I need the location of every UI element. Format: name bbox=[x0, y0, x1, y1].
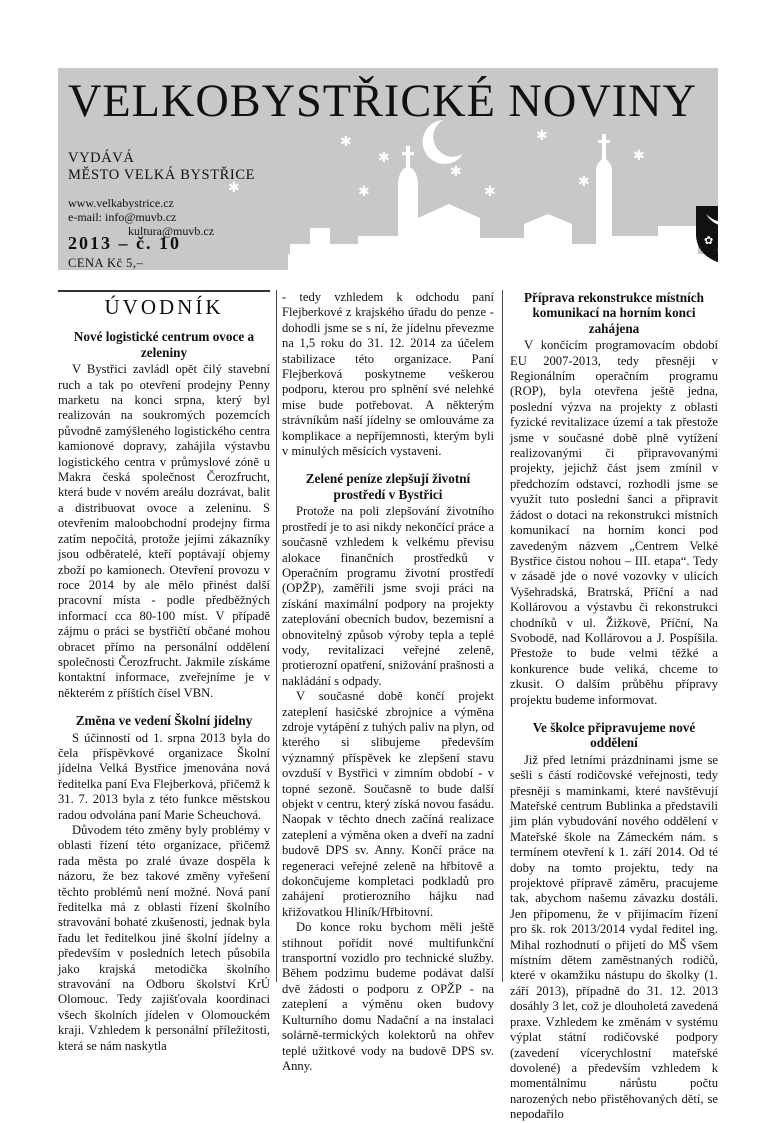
article-body-logistics: V Bystřici zavládl opět čilý stavební ruch a tak po otevření prodejny Penny marketu na konci srpna, který byl realizován na soukromých pozemcích původně zamýšleného logistického centra kamionové dopravy, zahájila výstavbu logistického centra v průmyslové zóně u Makra česká společnost Čerozfrucht, která bude v novém areálu dozrávat, balit a distribuovat ovoce a zeleninu. S otevřením maloobchodní prodejny firma zatím nepočítá, protože jejími zákazníky jsou odběratelé, kteří poptávají objemy zboží po kamionech. Otevření provozu v roce 2014 by ale mělo přinést další pracovní místa - podle předběžných informací cca 80-100 míst. V případě zájmu o práci se bystřičtí občané mohou obracet přímo na personální oddělení společnosti Čerozfrucht. Jakmile získáme kontaktní informace, zveřejníme je v některém z příštích čísel VBN. bbox=[58, 362, 270, 700]
article-title-roads: Příprava rekonstrukce místních komunikací na horním konci zahájena bbox=[524, 290, 704, 336]
article-continuation-canteen: - tedy vzhledem k odchodu paní Flejberkové z krajského úřadu do penze - dohodli jsme se s ní, že jídelnu převezme na 1,5 roku do 31. 12. 2014 za účelem stabilizace této organizace. Paní Flejberková poskytneme veškerou podporu, kterou pro splnění své nelehké mise bude potřebovat. A některým strávníkům naší jídelny se omlouváme za komplikace a nepříjemnosti, kterým byli v minulých měsících vystaveni. bbox=[282, 290, 494, 459]
section-title: ÚVODNÍK bbox=[104, 295, 224, 319]
publisher-block bbox=[68, 150, 255, 184]
article-paragraph-canteen-1: S účinností od 1. srpna 2013 byla do čela příspěvkové organizace Školní jídelna Velká Bystřice jmenována nová ředitelka paní Eva Flejberková, přičemž k 31. 7. 2013 byla z této funkce městskou radou odvolána paní Marie Scheuchová. bbox=[58, 730, 270, 822]
svg-text:✱: ✱ bbox=[484, 184, 496, 200]
svg-text:✱: ✱ bbox=[578, 174, 590, 190]
svg-text:✱: ✱ bbox=[378, 150, 390, 166]
column-2 bbox=[282, 290, 494, 1074]
article-title-kindergarten: Ve školce připravujeme nové oddělení bbox=[532, 719, 696, 751]
article-title-canteen: Změna ve vedení Školní jídelny bbox=[75, 713, 253, 729]
section-rule bbox=[58, 290, 270, 292]
publisher-name: MĚSTO VELKÁ BYSTŘICE bbox=[68, 167, 256, 183]
article-title-logistics: Nové logistické centrum ovoce a zeleniny bbox=[73, 329, 255, 360]
article-body-roads: V končícím programovacím období EU 2007-2013, tedy přesněji v Regionálním operačním programu (ROP), byla otevřena ještě jedna, poslední výzva na projekty z oblasti fyzické revitalizace území a tak přestože jsme v současné době plně vytížení realizovanými či připravovanými projekty, jejichž část jsem zmínil v předchozím odstavci, rozhodli jsme se využít tuto poslední šanci a připravit žádost o dotaci na rekonstrukci místních komunikací na horním konci pod zavedeným názvem „Centrem Velké Bystřice čistou nohou – III. etapa“. Tedy v zásadě jde o nové vozovky v ulicích Vyšehradská, Bratrská, Příční a nad Kollárovou a výstavbu či rekonstrukci chodníků v ul. Žižkově, Příční, Na Svobodě, nad Kollárovou a J. Pospíšila. Přestože to bude velmi těžké a konkurence bude veliká, chceme to zkusit. O dalším průběhu přípravy projektu budeme informovat. bbox=[510, 338, 718, 707]
svg-text:✱: ✱ bbox=[450, 164, 462, 180]
article-paragraph-green-2: V současné době končí projekt zateplení hasičské zbrojnice a výměna zdroje vytápění z tuhých paliv na plyn, od kterého si slibujeme především významný příspěvek ke zlepšení stavu ovzduší v Bystřici v zimním období - v topné sezoně. Současně to bude další objekt v centru, který získá novou fasádu. Naopak v těchto dnech začíná realizace zateplení a výměna oken a dveří na zadní budově DPS sv. Anny. Končí práce na regeneraci veřejné zeleně na hřbitově a dokončujeme kompletaci podkladů pro zahájení protierozního hájku nad křižovatkou Hliník/Hřbitovní. bbox=[282, 689, 494, 919]
issue-number: 2013 – č. 10 bbox=[68, 233, 181, 253]
svg-text:✱: ✱ bbox=[358, 184, 370, 200]
town-crest-logo: ✿ ✿ ✿ bbox=[694, 204, 718, 266]
contact-block bbox=[68, 196, 214, 238]
issue-price: CENA Kč 5,– bbox=[68, 256, 144, 270]
svg-text:✿: ✿ bbox=[704, 234, 714, 247]
article-paragraph-green-1: Protože na poli zlepšování životního prostředí je to asi nikdy nekončící práce a současně vzhledem k velkému převisu alokace finančních prostředků v Operačním programu životní prostředí (OPŽP), zaměřili jsme svoji práci na získání maximální podpory na projekty zateplování obecních budov, bezemisní a obnovitelný způsob výroby tepla a teplé vody, revitalizaci veřejné zeleně, protierozní opatření, snižování prašnosti a nakládání s odpady. bbox=[282, 504, 494, 688]
column-divider-1 bbox=[276, 290, 277, 982]
column-divider-2 bbox=[502, 290, 503, 982]
svg-text:✱: ✱ bbox=[340, 134, 352, 150]
email-kultura: kultura@muvb.cz bbox=[128, 224, 215, 238]
article-paragraph-green-3: Do konce roku bychom měli ještě stihnout pořídit nové multifunkční transportní vozidlo pro technické služby. Během podzimu budeme podávat další dvě žádosti o podporu z OPŽP - na zateplení a výměnu oken budovy Kulturního domu Nadační a na instalaci solárně-termických kolektorů na ohřev teplé užitkové vody na budově DPS sv. Anny. bbox=[282, 920, 494, 1073]
article-body-kindergarten: Již před letními prázdninami jsme se sešli s částí rodičovské veřejnosti, tedy přesněji s maminkami, které navštěvují Mateřské centrum Bublinka a představili jim plán vybudování nového oddělení v Mateřské škole na Zámeckém nám. s termínem otevření k 1. září 2014. Od té doby na tomto projektu, tedy na projektové přípravě záměru, pracujeme tak, abychom našemu závazku dostáli. Jen připomenu, že v přijímacím řízení pro šk. rok 2013/2014 vydal ředitel ing. Mihal rozhodnutí o přijetí do MŠ všem místním dětem zaměstnaných rodičů, které v okamžiku nástupu do školky (1. září 2013), případně do 31. 12. 2013 dosáhly 3 let, což je dlouholetá zavedená praxe. Vzhledem ke změnám v systému výplat státní rodičovské podpory (zavedení vícerychlostní mateřské dovolené) a především vzhledem k momentálnímu nárůstu počtu narozených nebo přistěhovaných dětí, se nepodařilo bbox=[510, 752, 718, 1122]
svg-text:✱: ✱ bbox=[536, 128, 548, 144]
publisher-label: VYDÁVÁ bbox=[68, 150, 135, 166]
column-1 bbox=[58, 290, 270, 1054]
svg-text:✱: ✱ bbox=[228, 180, 240, 196]
article-title-green-money: Zelené peníze zlepšují životní prostředí v Bystřici bbox=[305, 471, 471, 502]
email-info: e-mail: info@muvb.cz bbox=[68, 210, 177, 224]
website-link: www.velkabystrice.cz bbox=[68, 196, 174, 210]
svg-text:✱: ✱ bbox=[633, 148, 645, 164]
masthead-banner bbox=[58, 68, 740, 270]
article-paragraph-canteen-2: Důvodem této změny byly problémy v oblasti řízení této organizace, přičemž rada města po zralé úvaze dospěla k názoru, že bez takové změny vyřešení těchto problémů není možné. Nová paní ředitelka má z oblasti řízení školního stravování bohaté zkušenosti, jednak byla řadu let ředitelkou jiné školní jídelny a především v posledních letech působila jako krajská metodička školního stravování na Odboru školství KrÚ Olomouc. Tedy zajišťovala koordinaci všech školních jídelen v Olomouckém kraji. Vzhledem k personální příležitosti, která se nám naskytla bbox=[58, 823, 270, 1053]
column-3 bbox=[510, 290, 718, 1123]
newspaper-title: VELKOBYSTŘICKÉ NOVINY bbox=[68, 75, 697, 127]
svg-text:✿: ✿ bbox=[717, 244, 727, 257]
